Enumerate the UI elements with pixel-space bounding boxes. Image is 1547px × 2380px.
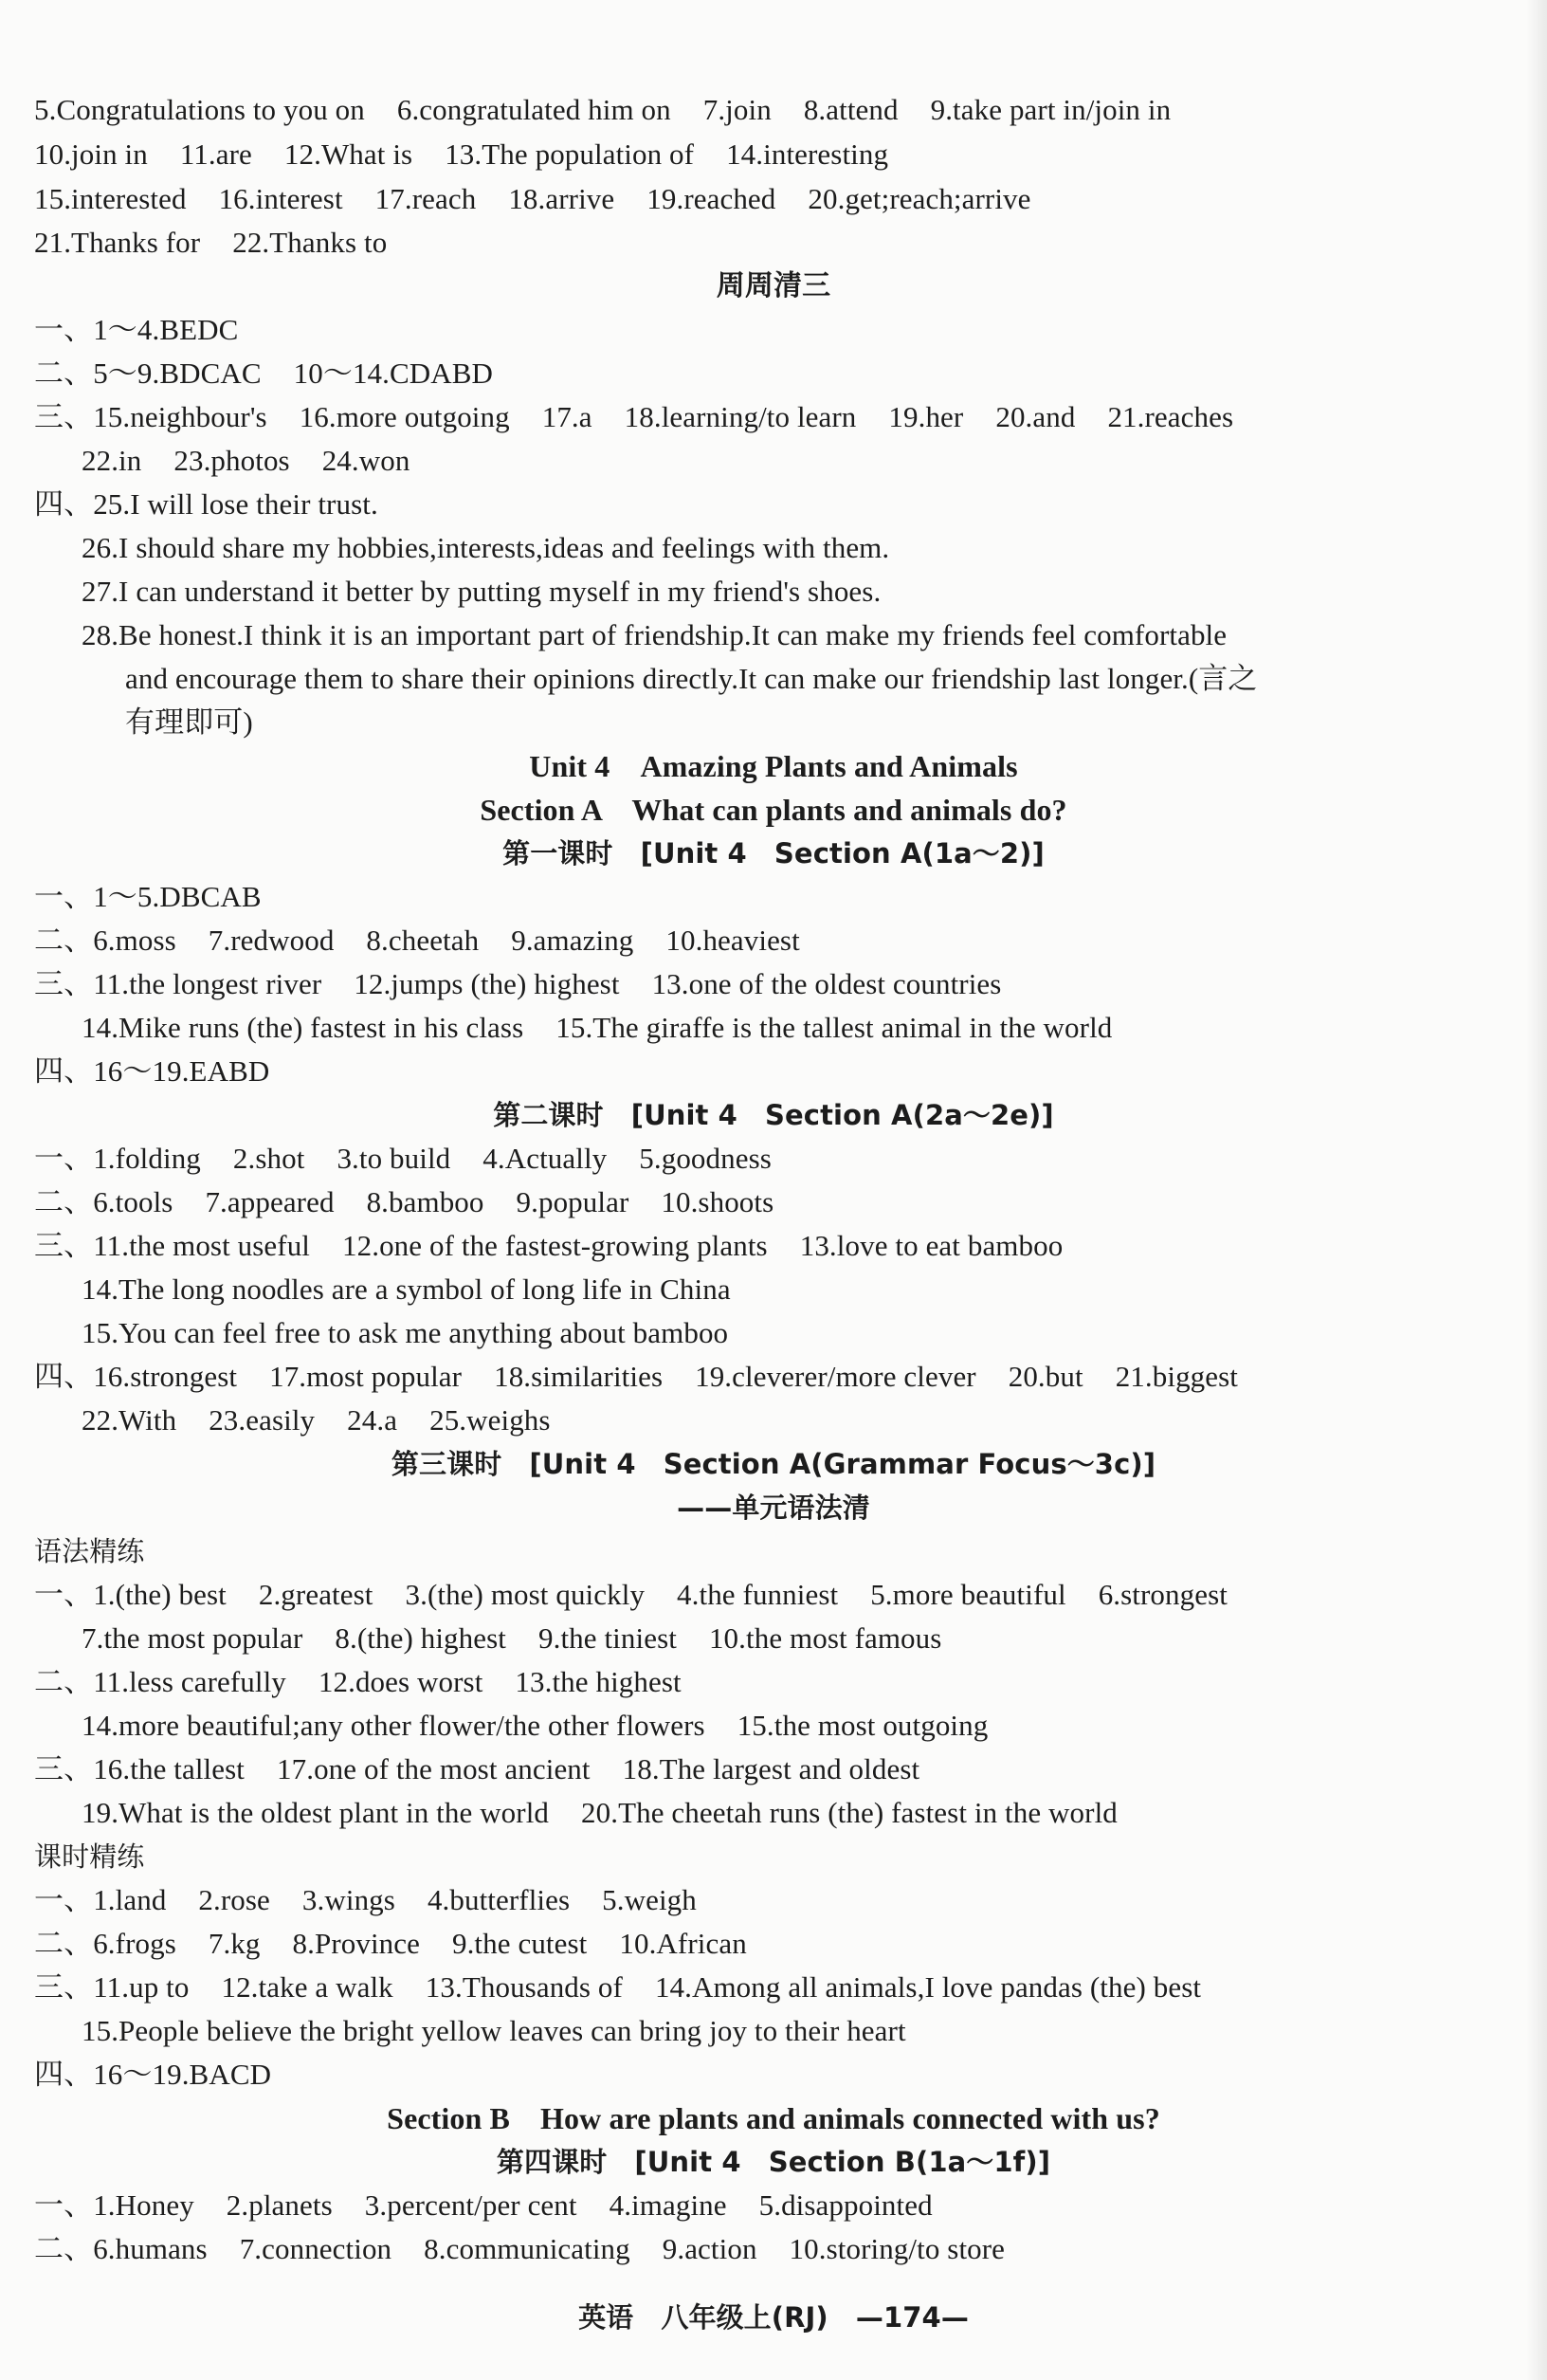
answer-line: 14.Mike runs (the) fastest in his class 15.The giraffe is the tallest animal in the world <box>82 1011 1113 1044</box>
answer-line: 二、11.less carefully 12.does worst 13.the highest <box>34 1665 682 1698</box>
answer-line: 15.You can feel free to ask me anything about bamboo <box>82 1316 729 1349</box>
answer-line: 一、1.(the) best 2.greatest 3.(the) most quickly 4.the funniest 5.more beautiful 6.strongest <box>34 1578 1228 1611</box>
lesson4-title: 第四课时 [Unit 4 Section B(1a～1f)] <box>496 2146 1051 2178</box>
answer-line: 一、1～4.BEDC <box>34 313 239 346</box>
answer-line: 26.I should share my hobbies,interests,ideas and feelings with them. <box>82 531 890 564</box>
answer-line: 三、11.the longest river 12.jumps (the) highest 13.one of the oldest countries <box>34 967 1002 1000</box>
answer-line: 有理即可) <box>125 705 253 739</box>
answer-line: 四、16～19.EABD <box>34 1054 270 1088</box>
answer-line: 三、16.the tallest 17.one of the most ancient 18.The largest and oldest <box>34 1752 920 1785</box>
answer-line: 22.in 23.photos 24.won <box>82 444 410 477</box>
answer-line: 三、11.the most useful 12.one of the fastest-growing plants 13.love to eat bamboo <box>34 1229 1064 1262</box>
answer-line: 四、16～19.BACD <box>34 2058 272 2091</box>
grammar-practice-label: 语法精练 <box>34 1535 145 1567</box>
answer-line: 二、6.tools 7.appeared 8.bamboo 9.popular 10.shoots <box>34 1185 774 1218</box>
answer-line: 28.Be honest.I think it is an important part of friendship.It can make my friends feel comfortable <box>82 618 1228 651</box>
answer-line: 三、11.up to 12.take a walk 13.Thousands of 14.Among all animals,I love pandas (the) best <box>34 1970 1202 2004</box>
lesson2-title: 第二课时 [Unit 4 Section A(2a～2e)] <box>493 1099 1054 1131</box>
answer-line: 一、1～5.DBCAB <box>34 880 262 913</box>
answer-line: 二、6.frogs 7.kg 8.Province 9.the cutest 10.African <box>34 1927 747 1960</box>
answer-line: 5.Congratulations to you on 6.congratulated him on 7.join 8.attend 9.take part in/join in <box>34 93 1172 126</box>
unit-title: Unit 4 Amazing Plants and Animals <box>529 749 1018 783</box>
lesson3-subtitle: ——单元语法清 <box>677 1492 870 1524</box>
answer-line: 一、1.Honey 2.planets 3.percent/per cent 4.imagine 5.disappointed <box>34 2188 933 2222</box>
answer-line: 14.The long noodles are a symbol of long life in China <box>82 1272 731 1306</box>
answer-line: 21.Thanks for 22.Thanks to <box>34 226 388 259</box>
answer-line: 27.I can understand it better by putting myself in my friend's shoes. <box>82 575 882 608</box>
section-title-week3: 周周清三 <box>716 269 831 302</box>
page-footer: 英语 八年级上(RJ) —174— <box>578 2301 969 2334</box>
answer-line: 一、1.folding 2.shot 3.to build 4.Actually 5.goodness <box>34 1142 772 1175</box>
answer-line: 二、6.humans 7.connection 8.communicating 9.action 10.storing/to store <box>34 2232 1006 2265</box>
answer-line: 19.What is the oldest plant in the world 20.The cheetah runs (the) fastest in the world <box>82 1796 1118 1829</box>
answer-line: 二、5～9.BDCAC 10～14.CDABD <box>34 357 494 390</box>
answer-line: 三、15.neighbour's 16.more outgoing 17.a 18.learning/to learn 19.her 20.and 21.reaches <box>34 400 1234 433</box>
answer-line: 22.With 23.easily 24.a 25.weighs <box>82 1403 551 1437</box>
answer-line: 四、25.I will lose their trust. <box>34 487 378 521</box>
answer-line: and encourage them to share their opinions directly.It can make our friendship last longer.(言之 <box>125 662 1258 695</box>
answer-line: 四、16.strongest 17.most popular 18.similarities 19.cleverer/more clever 20.but 21.biggest <box>34 1360 1239 1393</box>
answer-line: 二、6.moss 7.redwood 8.cheetah 9.amazing 10.heaviest <box>34 924 800 957</box>
answer-line: 14.more beautiful;any other flower/the other flowers 15.the most outgoing <box>82 1709 989 1742</box>
answer-line: 15.interested 16.interest 17.reach 18.arrive 19.reached 20.get;reach;arrive <box>34 182 1031 215</box>
answer-line: 7.the most popular 8.(the) highest 9.the tiniest 10.the most famous <box>82 1621 942 1655</box>
page-edge-shadow <box>1526 0 1547 2380</box>
lesson1-title: 第一课时 [Unit 4 Section A(1a～2)] <box>502 837 1045 870</box>
class-practice-label: 课时精练 <box>34 1840 145 1873</box>
lesson3-title: 第三课时 [Unit 4 Section A(Grammar Focus～3c)] <box>391 1448 1156 1480</box>
answer-line: 一、1.land 2.rose 3.wings 4.butterflies 5.weigh <box>34 1883 697 1916</box>
answer-line: 10.join in 11.are 12.What is 13.The population of 14.interesting <box>34 137 889 171</box>
section-b-title: Section B How are plants and animals connected with us? <box>387 2101 1160 2135</box>
section-a-title: Section A What can plants and animals do? <box>480 793 1067 827</box>
answer-line: 15.People believe the bright yellow leaves can bring joy to their heart <box>82 2014 906 2047</box>
